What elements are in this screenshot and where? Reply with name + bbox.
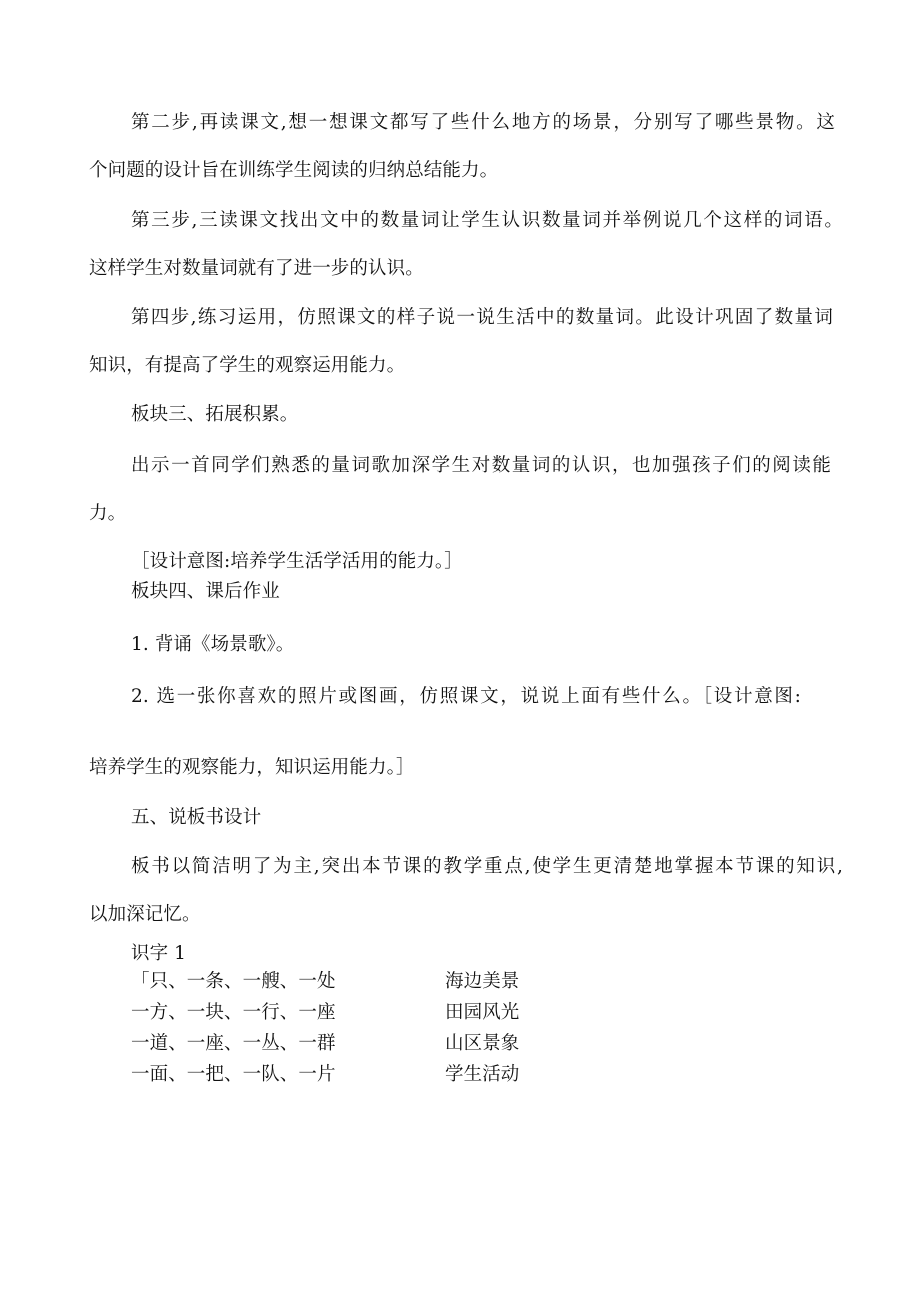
board-title: 识字 1: [131, 943, 187, 964]
board-intro-line-1: 板书以简洁明了为主,突出本节课的教学重点,使学生更清楚地掌握本节课的知识,: [131, 856, 843, 877]
board-row-words: 「只、一条、一艘、一处: [131, 971, 336, 992]
homework-item-2-line-2: 培养学生的观察能力，知识运用能力。］: [89, 757, 415, 778]
homework-item-2-line-1: 2. 选一张你喜欢的照片或图画，仿照课文，说说上面有些什么。［设计意图:: [131, 686, 801, 707]
homework-item-1: 1. 背诵《场景歌》。: [131, 634, 295, 655]
board-row-theme: 学生活动: [445, 1064, 520, 1085]
section5-heading: 五、说板书设计: [131, 807, 262, 828]
board-row-words: 一面、一把、一队、一片: [131, 1064, 336, 1085]
step2-line-1: 第二步,再读课文,想一想课文都写了些什么地方的场景，分别写了哪些景物。这: [131, 112, 835, 133]
design-intent-1: ［设计意图:培养学生活学活用的能力。］: [131, 551, 463, 572]
step4-line-1: 第四步,练习运用，仿照课文的样子说一说生活中的数量词。此设计巩固了数量词: [131, 307, 833, 328]
block3-heading: 板块三、拓展积累。: [131, 404, 299, 425]
step3-line-2: 这样学生对数量词就有了进一步的认识。: [89, 258, 424, 279]
block4-heading: 板块四、课后作业: [131, 581, 280, 602]
block3-line-2: 力。: [89, 503, 127, 524]
board-row-words: 一道、一座、一丛、一群: [131, 1033, 336, 1054]
block3-line-1: 出示一首同学们熟悉的量词歌加深学生对数量词的认识，也加强孩子们的阅读能: [131, 455, 831, 476]
board-row-words: 一方、一块、一行、一座: [131, 1002, 336, 1023]
board-row-theme: 海边美景: [445, 971, 520, 992]
step3-line-1: 第三步,三读课文找出文中的数量词让学生认识数量词并举例说几个这样的词语。: [131, 210, 843, 231]
board-row-theme: 山区景象: [445, 1033, 520, 1054]
board-row-theme: 田园风光: [445, 1002, 520, 1023]
step2-line-2: 个问题的设计旨在训练学生阅读的归纳总结能力。: [89, 160, 499, 181]
board-intro-line-2: 以加深记忆。: [89, 904, 201, 925]
step4-line-2: 知识，有提高了学生的观察运用能力。: [89, 355, 406, 376]
